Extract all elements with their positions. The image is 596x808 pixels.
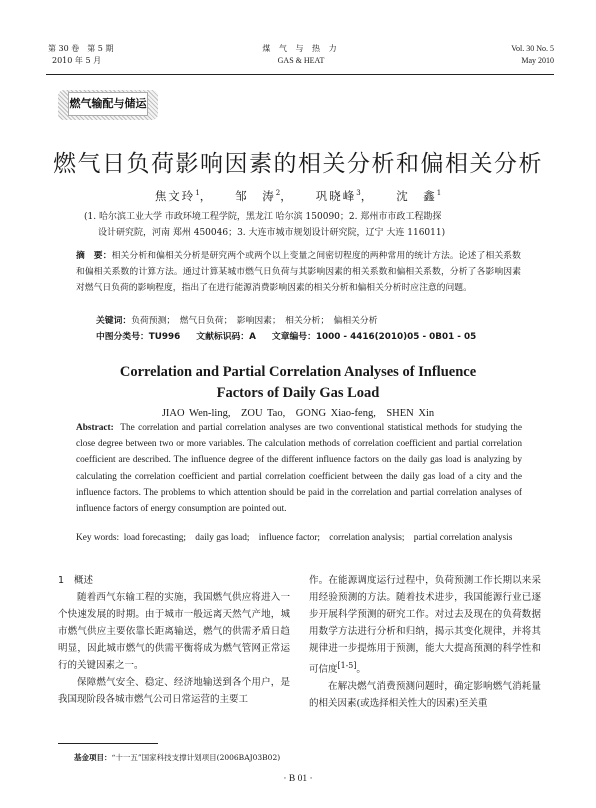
paragraph-text: 。 (356, 664, 366, 676)
keywords-cn-label: 关键词： (96, 316, 132, 326)
section-title: 概述 (74, 575, 94, 586)
paragraph: 在解决燃气消费预测问题时，确定影响燃气消耗量的相关因素(或选择相关性大的因素)至关重 (309, 681, 541, 710)
header-rule (46, 74, 554, 75)
footnote-text: “十一五”国家科技支撑计划项目(2006BAJ03B02) (111, 753, 281, 762)
column-label: 燃气输配与储运 (68, 92, 148, 116)
title-en-line: Correlation and Partial Correlation Analyses of Influence (119, 364, 477, 380)
affiliations-cn (84, 209, 516, 241)
abstract-en (76, 420, 522, 517)
citation-ref: [1-5] (337, 661, 357, 670)
date-cn: 2010 年 5 月 (52, 56, 102, 65)
keywords-cn (96, 313, 378, 329)
footnote-rule (58, 743, 158, 744)
running-header (48, 43, 554, 73)
keywords-cn-text: 负荷预测； 燃气日负荷； 影响因素； 相关分析； 偏相关分析 (131, 316, 378, 326)
section-number: 1 (58, 575, 65, 586)
author-affil-mark: 2 (275, 189, 281, 198)
footnote (74, 752, 280, 764)
page-number: · B 01 · (283, 774, 313, 784)
body-column-right (309, 572, 541, 712)
body-column-left (58, 572, 290, 708)
date-en: May 2010 (521, 56, 554, 65)
journal-name-cn: 煤 气 与 热 力 (262, 44, 340, 53)
author-name: 焦文玲 (154, 189, 196, 203)
abstract-en-label: Abstract: (76, 423, 114, 433)
abstract-cn (76, 248, 521, 296)
paragraph: 随着西气东输工程的实施，我国燃气供应将进入一个快速发展的时期。由于城市一般远离天然气产地，城市燃气供应主要依靠长距离输送，燃气的供需矛盾日趋明显，因此城市燃气的供需平衡将成为燃气管网正常运行的关键因素之一。 (58, 592, 290, 671)
author-affil-mark: 1 (195, 189, 200, 198)
header-right (511, 43, 554, 67)
section-heading (58, 572, 290, 589)
keywords-en-label: Key words: (76, 533, 120, 543)
affiliation-line: (1. 哈尔滨工业大学 市政环境工程学院，黑龙江 哈尔滨 150090；2. 郑州市市政工程勘探 (84, 212, 442, 222)
authors-cn: 焦文玲$^1$， 邹 涛$^2$， 巩晓峰$^3$， 沈 鑫$^1$ (154, 189, 442, 203)
abstract-cn-text: 相关分析和偏相关分析是研究两个或两个以上变量之间密切程度的两种常用的统计方法。论述了相关系数和偏相关系数的计算方法。通过计算某城市燃气日负荷与其影响因素的相关系数和偏相关系数，分析了各影响因素对燃气日负荷的影响程度，指出了在进行能源消费影响因素的相关分析和偏相关分析时应注意的问题。 (76, 251, 521, 293)
author-affil-mark: 3 (356, 189, 361, 198)
author-name: 邹 涛 (235, 189, 276, 203)
header-center (48, 43, 554, 67)
keywords-en (76, 530, 522, 546)
footnote-label: 基金项目： (74, 753, 112, 762)
clc-number: 中图分类号：TU996 (96, 332, 181, 342)
classification-cn (96, 329, 476, 345)
column-badge (58, 83, 164, 127)
author-name: 沈 鑫 (396, 189, 437, 203)
volume-en: Vol. 30 No. 5 (511, 44, 554, 53)
affiliation-line: 设计研究院，河南 郑州 450046；3. 大连市城市规划设计研究院，辽宁 大连 116011) (98, 228, 446, 238)
paragraph-text: 作。在能源调度运行过程中，负荷预测工作长期以来采用经验预测的方法。随着技术进步，我国能源行业已逐步开展科学预测的研究工作。对过去及现在的负荷数据用数学方法进行分析和归纳，揭示其变化规律，并将其规律进一步提炼用于预测，能大大提高预测的科学性和可信度 (309, 575, 541, 676)
journal-name-en: GAS & HEAT (277, 56, 325, 65)
title-en (0, 362, 596, 404)
paragraph: 保障燃气安全、稳定、经济地输送到各个用户，是我国现阶段各城市燃气公司日常运营的主要工 (58, 677, 290, 705)
paragraph (309, 572, 541, 678)
author-affil-mark: 1 (436, 189, 442, 198)
abstract-cn-label: 摘 要： (76, 251, 112, 261)
title-en-line: Factors of Daily Gas Load (216, 385, 380, 401)
keywords-en-text: load forecasting; daily gas load; influence factor; correlation analysis; partial correlation analysis (123, 533, 513, 543)
document-code: 文献标识码：A (196, 332, 256, 342)
authors-en: JIAO Wen-ling, ZOU Tao, GONG Xiao-feng, SHEN Xin (161, 408, 435, 419)
abstract-en-text: The correlation and partial correlation analyses are two conventional statistical methods for studying the close degree between two or more variables. The calculation methods of correlation coefficient and partial correlation coefficient are described. The influence degree of the different influence factors on the daily gas load is analyzing by calculating the correlation coefficient and partial correlation coefficient between the daily gas load of a city and the influence factors. The problems to which attention should be paid in the correlation and partial correlation analyses of influence factors of energy consumption are pointed out. (76, 423, 522, 515)
title-cn: 燃气日负荷影响因素的相关分析和偏相关分析 (53, 151, 543, 177)
volume-cn: 第 30 卷 第 5 期 (48, 44, 114, 53)
author-name: 巩晓峰 (315, 189, 357, 203)
article-number: 文章编号：1000 - 4416(2010)05 - 0B01 - 05 (271, 332, 477, 342)
